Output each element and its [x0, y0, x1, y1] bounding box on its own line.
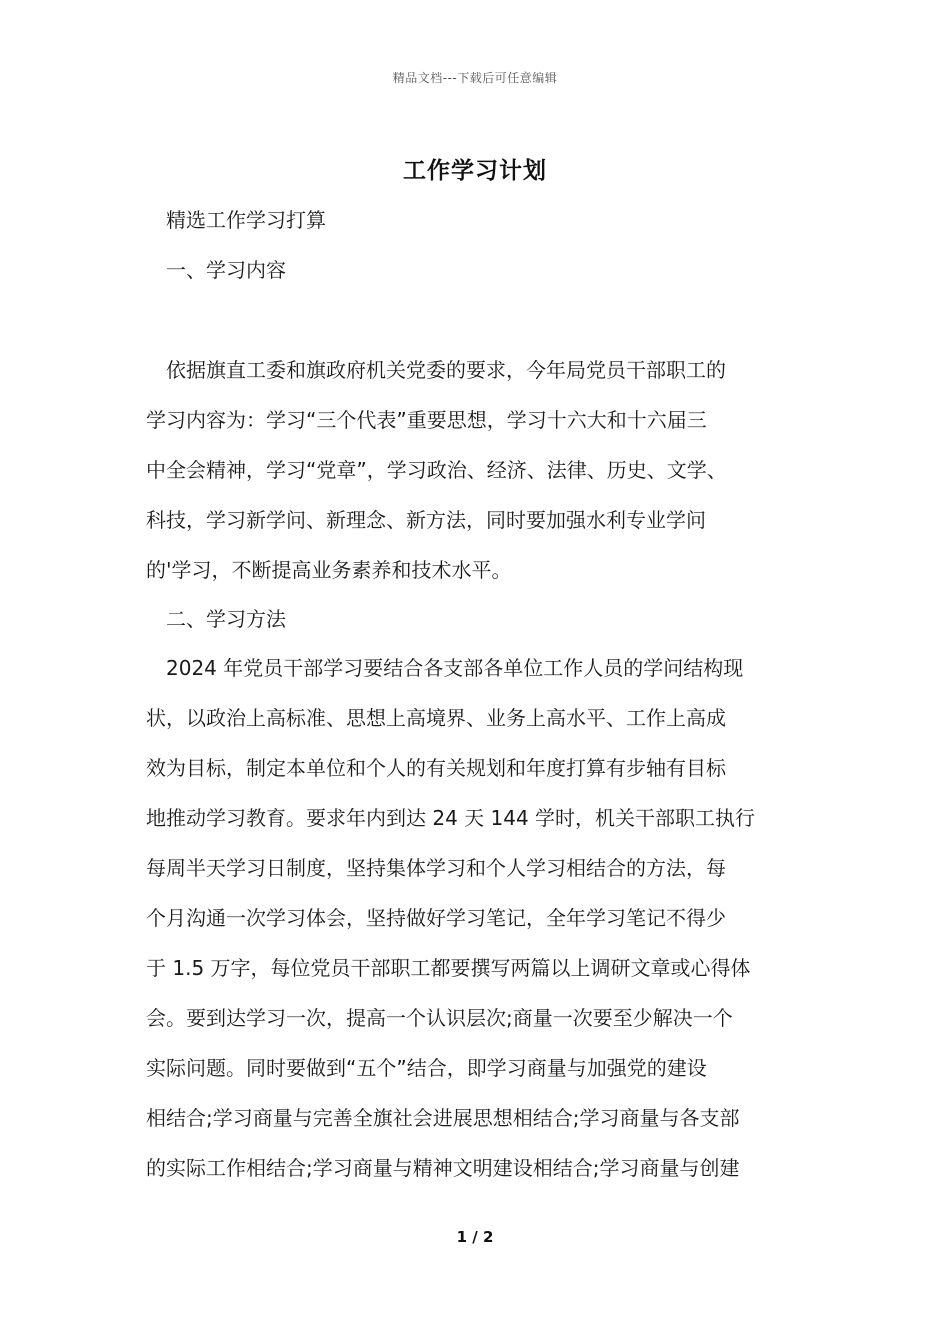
- paragraph-line: 依据旗直工委和旗政府机关党委的要求，今年局党员干部职工的: [166, 358, 726, 382]
- paragraph-line: 的'学习，不断提高业务素养和技术水平。: [146, 558, 512, 582]
- paragraph-line: 科技，学习新学问、新理念、新方法，同时要加强水利专业学问: [146, 508, 706, 532]
- section-heading-content: 一、学习内容: [166, 258, 286, 282]
- section-heading-method: 二、学习方法: [166, 607, 286, 631]
- paragraph-line: 于 1.5 万字，每位党员干部职工都要撰写两篇以上调研文章或心得体: [146, 956, 751, 980]
- paragraph-line: 相结合;学习商量与完善全旗社会进展思想相结合;学习商量与各支部: [146, 1106, 740, 1130]
- paragraph-line: 个月沟通一次学习体会，坚持做好学习笔记，全年学习笔记不得少: [146, 906, 726, 930]
- document-subtitle: 精选工作学习打算: [166, 208, 326, 232]
- paragraph-line: 2024 年党员干部学习要结合各支部各单位工作人员的学问结构现: [166, 656, 744, 680]
- paragraph-line: 实际问题。同时要做到“五个”结合，即学习商量与加强党的建设: [146, 1056, 707, 1080]
- paragraph-line: 学习内容为：学习“三个代表”重要思想，学习十六大和十六届三: [146, 408, 707, 432]
- header-note: 精品文档---下载后可任意编辑: [392, 71, 558, 85]
- paragraph-line: 状，以政治上高标准、思想上高境界、业务上高水平、工作上高成: [146, 706, 726, 730]
- paragraph-line: 会。要到达学习一次，提高一个认识层次;商量一次要至少解决一个: [146, 1006, 733, 1030]
- paragraph-line: 中全会精神，学习“党章”，学习政治、经济、法律、历史、文学、: [146, 458, 727, 482]
- paragraph-line: 地推动学习教育。要求年内到达 24 天 144 学时，机关干部职工执行: [146, 806, 756, 830]
- page-number: 1 / 2: [456, 1228, 494, 1246]
- document-title: 工作学习计划: [403, 158, 547, 184]
- paragraph-line: 效为目标，制定本单位和个人的有关规划和年度打算有步轴有目标: [146, 756, 726, 780]
- paragraph-line: 的实际工作相结合;学习商量与精神文明建设相结合;学习商量与创建: [146, 1156, 740, 1180]
- paragraph-line: 每周半天学习日制度，坚持集体学习和个人学习相结合的方法，每: [146, 856, 726, 880]
